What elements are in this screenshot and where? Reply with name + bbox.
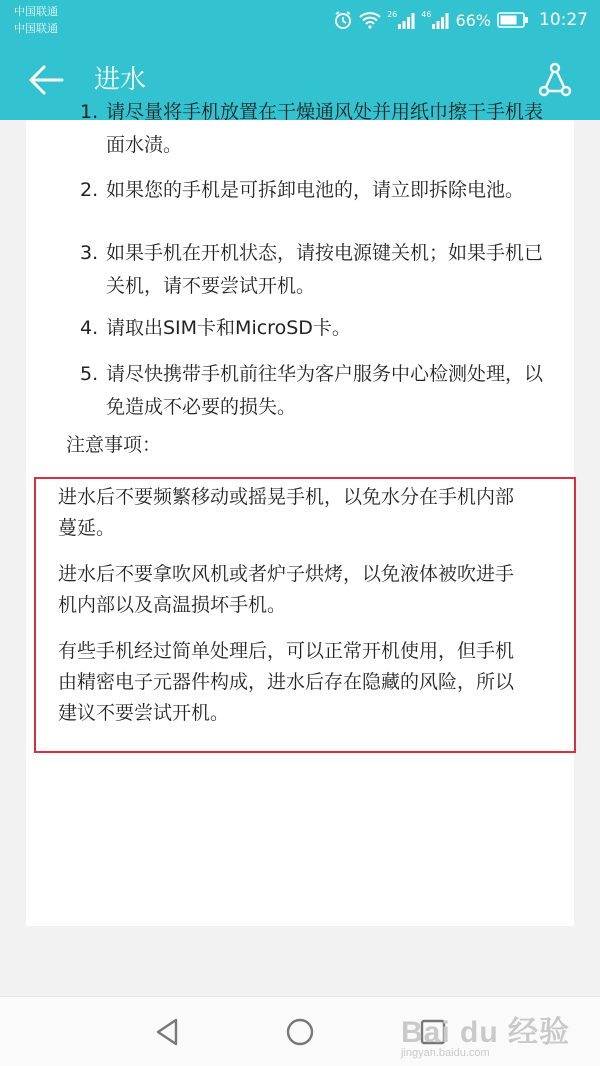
watermark-text: Bai du 经验 (400, 1016, 570, 1049)
note-item: 进水后不要频繁移动或摇晃手机，以免水分在手机内部蔓延。 (58, 486, 515, 539)
battery-percent: 66% (455, 10, 491, 30)
step-text: 请取出SIM卡和MicroSD卡。 (106, 317, 351, 339)
note-item: 进水后不要拿吹风机或者炉子烘烤，以免液体被吹进手机内部以及高温损坏手机。 (58, 563, 515, 616)
list-item (80, 174, 550, 207)
step-number: 5. (80, 363, 99, 385)
signal-1-label: 26 (387, 10, 398, 19)
navigation-bar (0, 996, 600, 1066)
list-item (80, 358, 550, 424)
list-item (80, 237, 550, 303)
list-item (80, 312, 550, 345)
step-text: 如果您的手机是可拆卸电池的，请立即拆除电池。 (106, 179, 525, 201)
signal-icon-1 (387, 11, 415, 29)
content-card (26, 101, 574, 926)
back-button[interactable] (26, 60, 66, 100)
step-number: 4. (80, 317, 99, 339)
status-indicators (333, 8, 588, 32)
signal-2-label: 46 (421, 10, 432, 19)
alarm-icon (333, 10, 353, 30)
share-icon (538, 62, 572, 98)
notes-heading: 注意事项： (66, 434, 162, 456)
step-number: 3. (80, 242, 99, 264)
status-bar (0, 0, 600, 40)
step-text: 如果手机在开机状态，请按电源键关机；如果手机已关机，请不要尝试开机。 (106, 242, 544, 297)
step-text: 请尽量将手机放置在干燥通风处并用纸巾擦干手机表面水渍。 (106, 101, 544, 156)
wifi-icon (359, 11, 381, 29)
share-button[interactable] (538, 62, 572, 98)
nav-home-button[interactable] (283, 1015, 317, 1049)
triangle-back-icon (150, 1015, 184, 1049)
note-item: 有些手机经过简单处理后，可以正常开机使用，但手机由精密电子元器件构成，进水后存在隐藏的风险，所以建议不要尝试开机。 (58, 640, 515, 724)
carrier-label-1: 中国联通 (14, 5, 58, 18)
step-number: 1. (80, 101, 99, 123)
nav-back-button[interactable] (150, 1015, 184, 1049)
clock: 10:27 (539, 10, 588, 30)
watermark-url: jingyan.baidu.com (400, 1047, 490, 1059)
circle-home-icon (283, 1015, 317, 1049)
step-number: 2. (80, 179, 99, 201)
page-title: 进水 (94, 65, 147, 95)
battery-icon (497, 12, 529, 28)
signal-icon-2 (421, 11, 449, 29)
carrier-label-2: 中国联通 (14, 22, 58, 35)
arrow-left-icon (26, 60, 66, 100)
step-text: 请尽快携带手机前往华为客户服务中心检测处理，以免造成不必要的损失。 (106, 363, 544, 418)
watermark (401, 1007, 570, 1059)
list-item (80, 96, 550, 162)
